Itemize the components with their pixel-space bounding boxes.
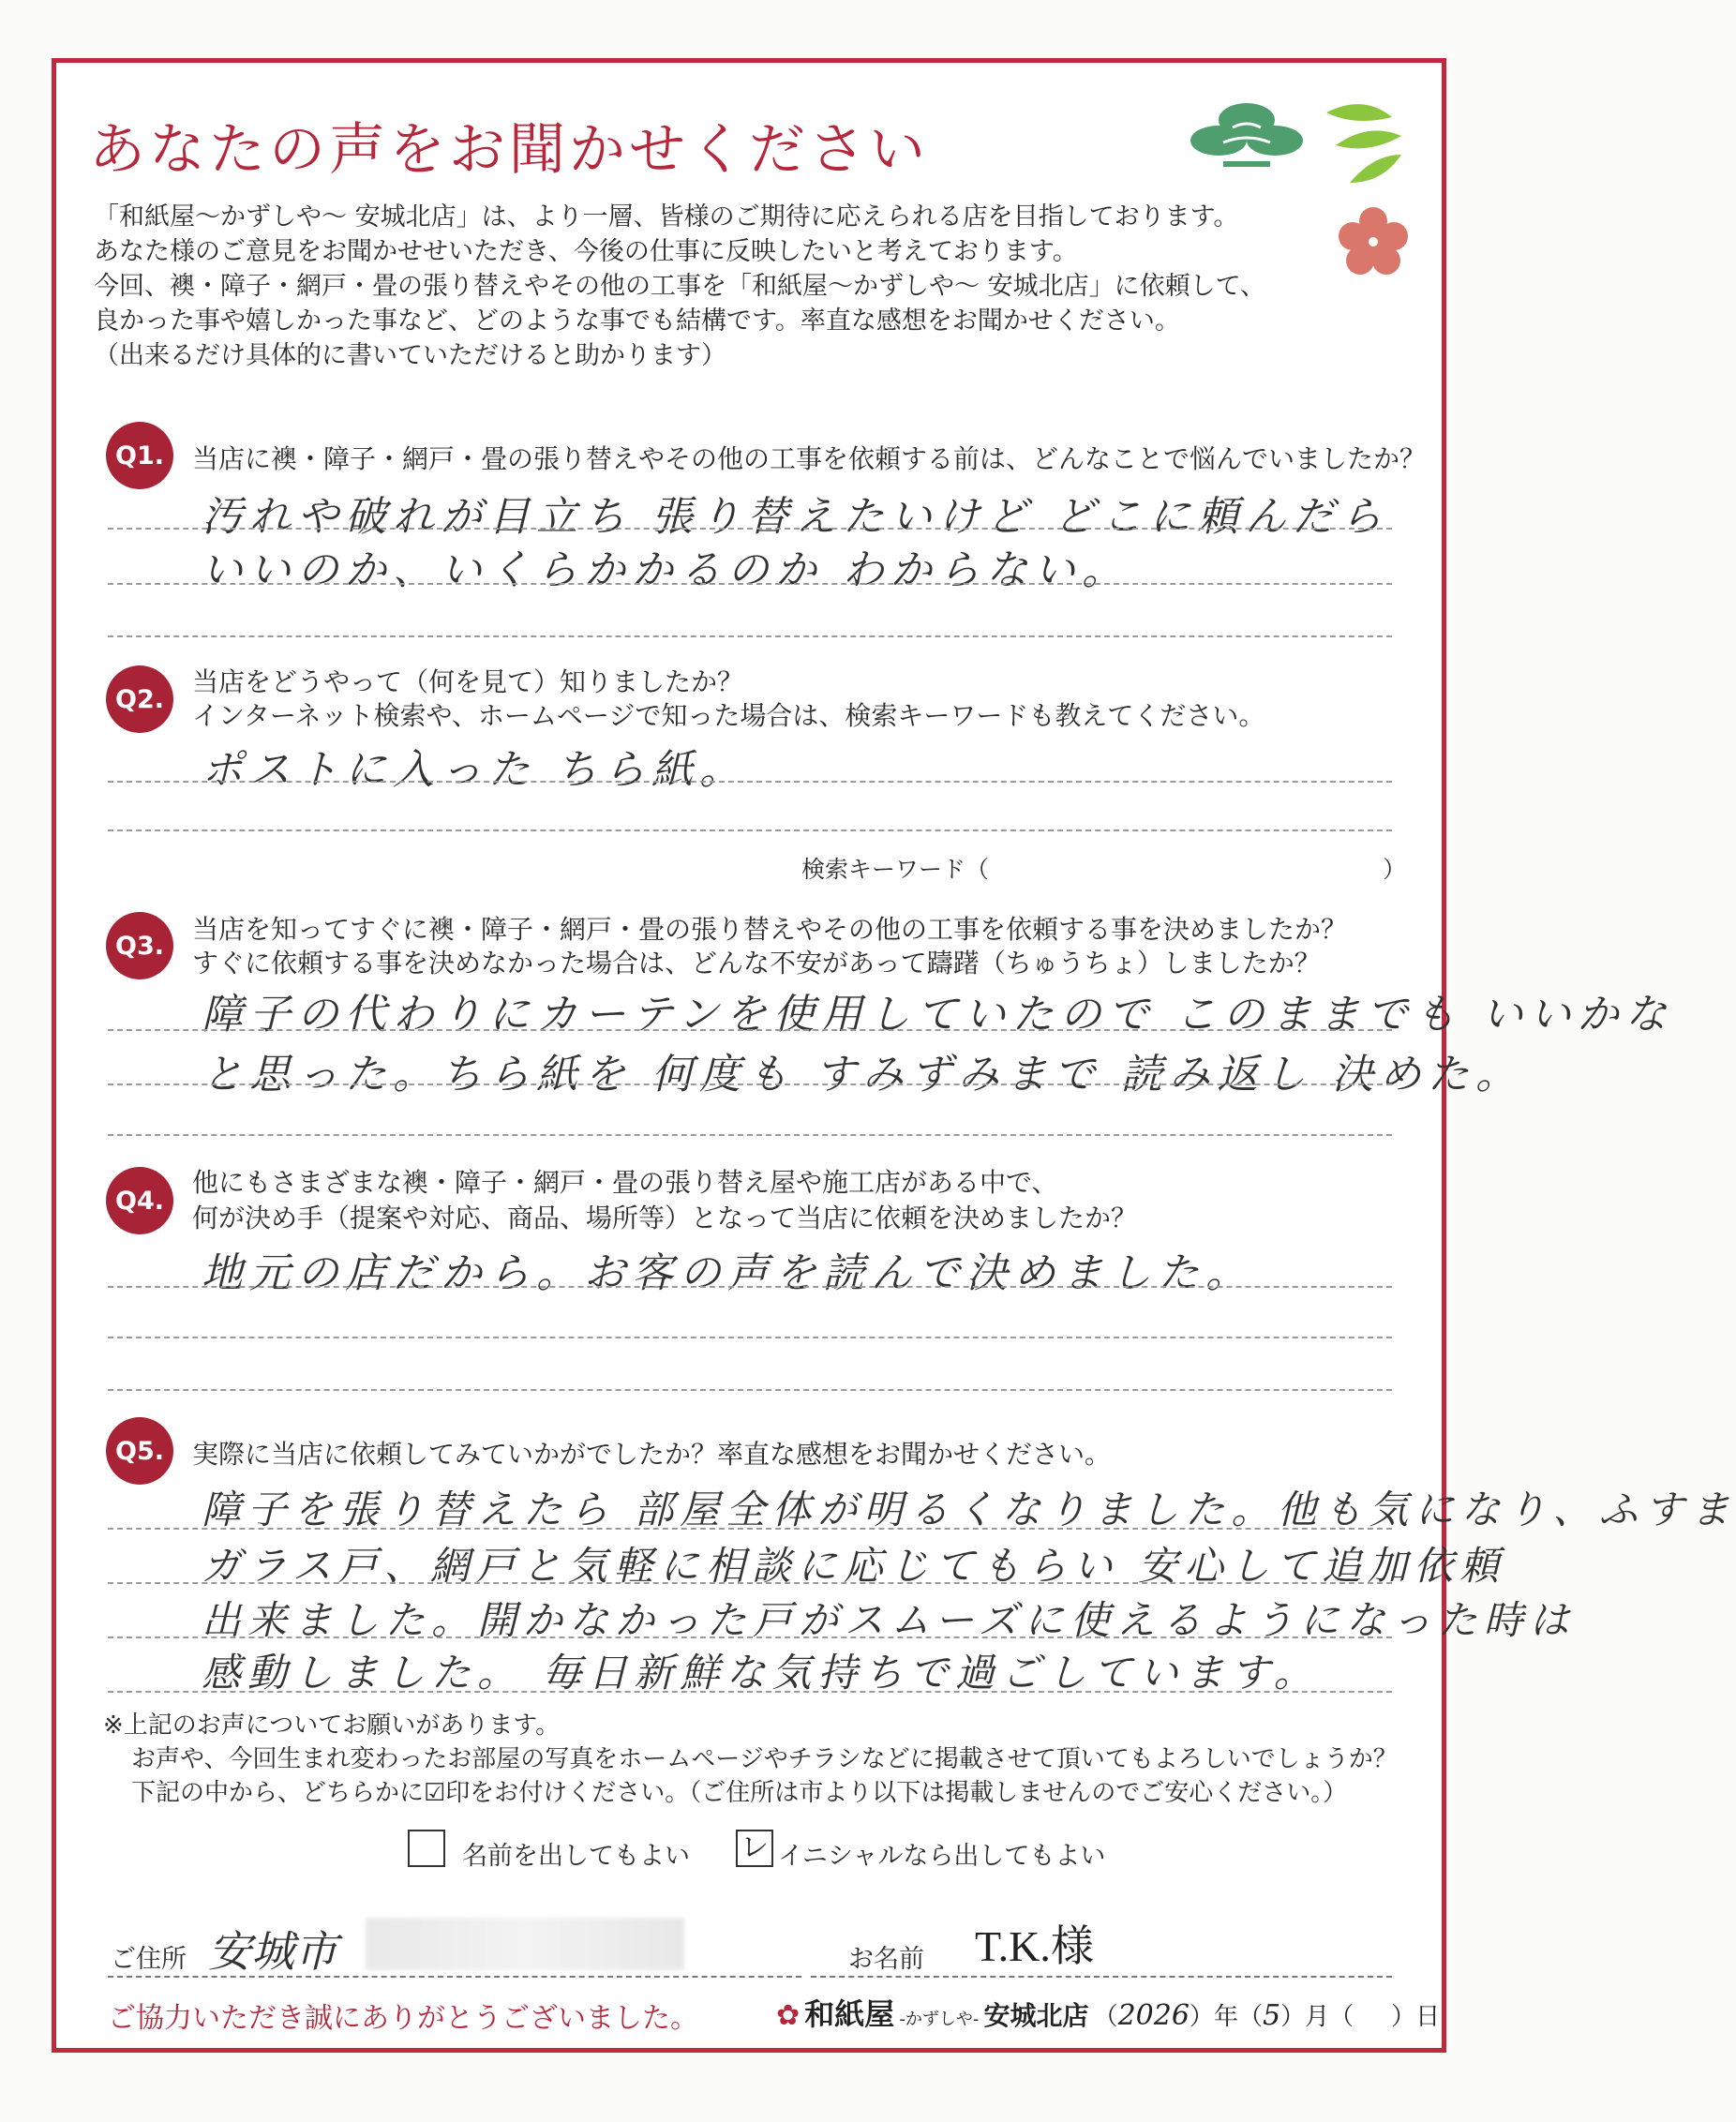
intro-text — [94, 200, 1265, 373]
address-label: ご住所 — [111, 1945, 187, 1974]
answer-line — [108, 1691, 1392, 1693]
notice-line: 下記の中から、どちらかに☑印をお付けください。（ご住所は市より以下は掲載しませんのでご安心ください。） — [131, 1779, 1348, 1807]
answer-line — [108, 781, 1392, 783]
answer-line — [108, 528, 1392, 530]
address-line — [108, 1976, 801, 1978]
intro-line: 良かった事や嬉しかった事など、どのような事でも結構です。率直な感想をお聞かせください。 — [94, 306, 1180, 336]
answer-text[interactable]: いいのか、いくらかかるのか わからない。 — [202, 546, 1130, 594]
name-label: お名前 — [848, 1945, 924, 1974]
answer-line — [108, 1286, 1392, 1288]
intro-line: あなた様のご意見をお聞かせせいただき、今後の仕事に反映したいと考えております。 — [94, 237, 1078, 266]
thanks-text: ご協力いただき誠にありがとうございました。 — [108, 2002, 698, 2035]
answer-line — [108, 1582, 1392, 1584]
shop-info: ✿ 和紙屋 -かずしや- 安城北店 （2026）年（5）月（ ）日 — [776, 1996, 1441, 2032]
question-text: すぐに依頼する事を決めなかった場合は、どんな不安があって躊躇（ちゅうちょ）しましたか？ — [192, 948, 1321, 979]
notice-line: お声や、今回生まれ変わったお部屋の写真をホームページやチラシなどに掲載させて頂いてもよろしいでしょうか？ — [131, 1745, 1398, 1773]
answer-text[interactable]: 地元の店だから。お客の声を読んで決めました。 — [202, 1249, 1253, 1297]
keyword-label: 検索キーワード（ — [801, 856, 990, 883]
answer-line — [108, 1134, 1392, 1136]
page-title: あなたの声をお聞かせください — [89, 117, 929, 183]
answer-line — [108, 583, 1392, 585]
answer-line — [108, 635, 1392, 637]
answer-line — [108, 1337, 1392, 1338]
intro-line: 「和紙屋〜かずしや〜 安城北店」は、より一層、皆様のご期待に応えられる店を目指しております。 — [94, 202, 1239, 232]
question-text: 何が決め手（提案や対応、商品、場所等）となって当店に依頼を決めましたか？ — [192, 1203, 1138, 1233]
date-year-unit: 年 — [1213, 2003, 1238, 2031]
date-month-unit: 月 — [1305, 2003, 1330, 2031]
question-text: 当店に襖・障子・網戸・畳の張り替えやその他の工事を依頼する前は、どんなことで悩んでいましたか？ — [192, 443, 1427, 474]
question-text: インターネット検索や、ホームページで知った場合は、検索キーワードも教えてください。 — [192, 700, 1265, 731]
intro-line: 今回、襖・障子・網戸・畳の張り替えやその他の工事を「和紙屋〜かずしや〜 安城北店」に依頼して、 — [94, 272, 1266, 301]
answer-text[interactable]: と思った。ちら紙を 何度も すみずみまで 読み返し 決めた。 — [202, 1051, 1523, 1098]
question-badge-q1: Q1. — [106, 422, 173, 489]
intro-line: （出来るだけ具体的に書いていただけると助かります） — [94, 341, 726, 370]
checkbox-label: 名前を出してもよい — [462, 1842, 690, 1871]
date-year[interactable]: 2026 — [1117, 1999, 1190, 2032]
question-badge-q3: Q3. — [106, 912, 173, 979]
answer-line — [108, 1029, 1392, 1031]
checkbox-name-ok[interactable] — [408, 1830, 445, 1867]
shop-logo: 和紙屋 — [804, 1996, 895, 2032]
answer-text[interactable]: 感動しました。 毎日新鮮な気持ちで過ごしています。 — [202, 1650, 1320, 1696]
answer-line — [108, 1083, 1392, 1085]
question-text: 当店をどうやって（何を見て）知りましたか？ — [192, 666, 744, 697]
question-badge-q5: Q5. — [106, 1417, 173, 1485]
notice-line: ※上記のお声についてお願いがあります。 — [103, 1711, 561, 1740]
checkbox-initial-ok[interactable]: レ — [736, 1830, 773, 1867]
question-text: 実際に当店に依頼してみていかがでしたか？率直な感想をお聞かせください。 — [192, 1439, 1112, 1470]
date-month[interactable]: 5 — [1262, 1999, 1281, 2032]
flower-icon: ✿ — [776, 1999, 801, 2032]
answer-text[interactable]: 障子の代わりにカーテンを使用していたので このままでも いいかな — [202, 991, 1673, 1039]
name-value[interactable]: T.K.様 — [975, 1922, 1094, 1970]
shop-store: 安城北店 — [983, 2000, 1089, 2031]
redacted-area — [366, 1918, 684, 1970]
question-text: 当店を知ってすぐに襖・障子・網戸・畳の張り替えやその他の工事を依頼する事を決めましたか？ — [192, 914, 1348, 945]
keyword-close: ） — [1383, 856, 1407, 883]
shop-kana: -かずしや- — [899, 2010, 980, 2029]
answer-text[interactable]: 汚れや破れが目立ち 張り替えたいけど どこに頼んだら — [202, 493, 1388, 541]
answer-line — [108, 829, 1392, 831]
answer-line — [108, 1389, 1392, 1391]
bamboo-leaf-icon — [1317, 94, 1411, 197]
checkbox-label: イニシャルなら出してもよい — [778, 1842, 1106, 1871]
answer-text[interactable]: 障子を張り替えたら 部屋全体が明るくなりました。他も気になり、ふすま — [202, 1487, 1736, 1532]
name-line — [811, 1976, 1392, 1978]
answer-text[interactable]: 出来ました。開かなかった戸がスムーズに使えるようになった時は — [202, 1597, 1576, 1643]
answer-text[interactable]: ポストに入った ちら紙。 — [202, 746, 747, 794]
answer-text[interactable]: ガラス戸、網戸と気軽に相談に応じてもらい 安心して追加依頼 — [202, 1543, 1506, 1589]
question-text: 他にもさまざまな襖・障子・網戸・畳の張り替え屋や施工店がある中で、 — [192, 1167, 1058, 1198]
answer-line — [108, 1528, 1392, 1530]
address-value[interactable]: 安城市 — [208, 1926, 337, 1977]
question-badge-q4: Q4. — [106, 1167, 173, 1234]
plum-blossom-icon — [1336, 204, 1411, 279]
pine-icon — [1186, 94, 1308, 178]
question-badge-q2: Q2. — [106, 665, 173, 733]
date-day-unit: 日 — [1415, 2003, 1441, 2031]
answer-line — [108, 1636, 1392, 1638]
